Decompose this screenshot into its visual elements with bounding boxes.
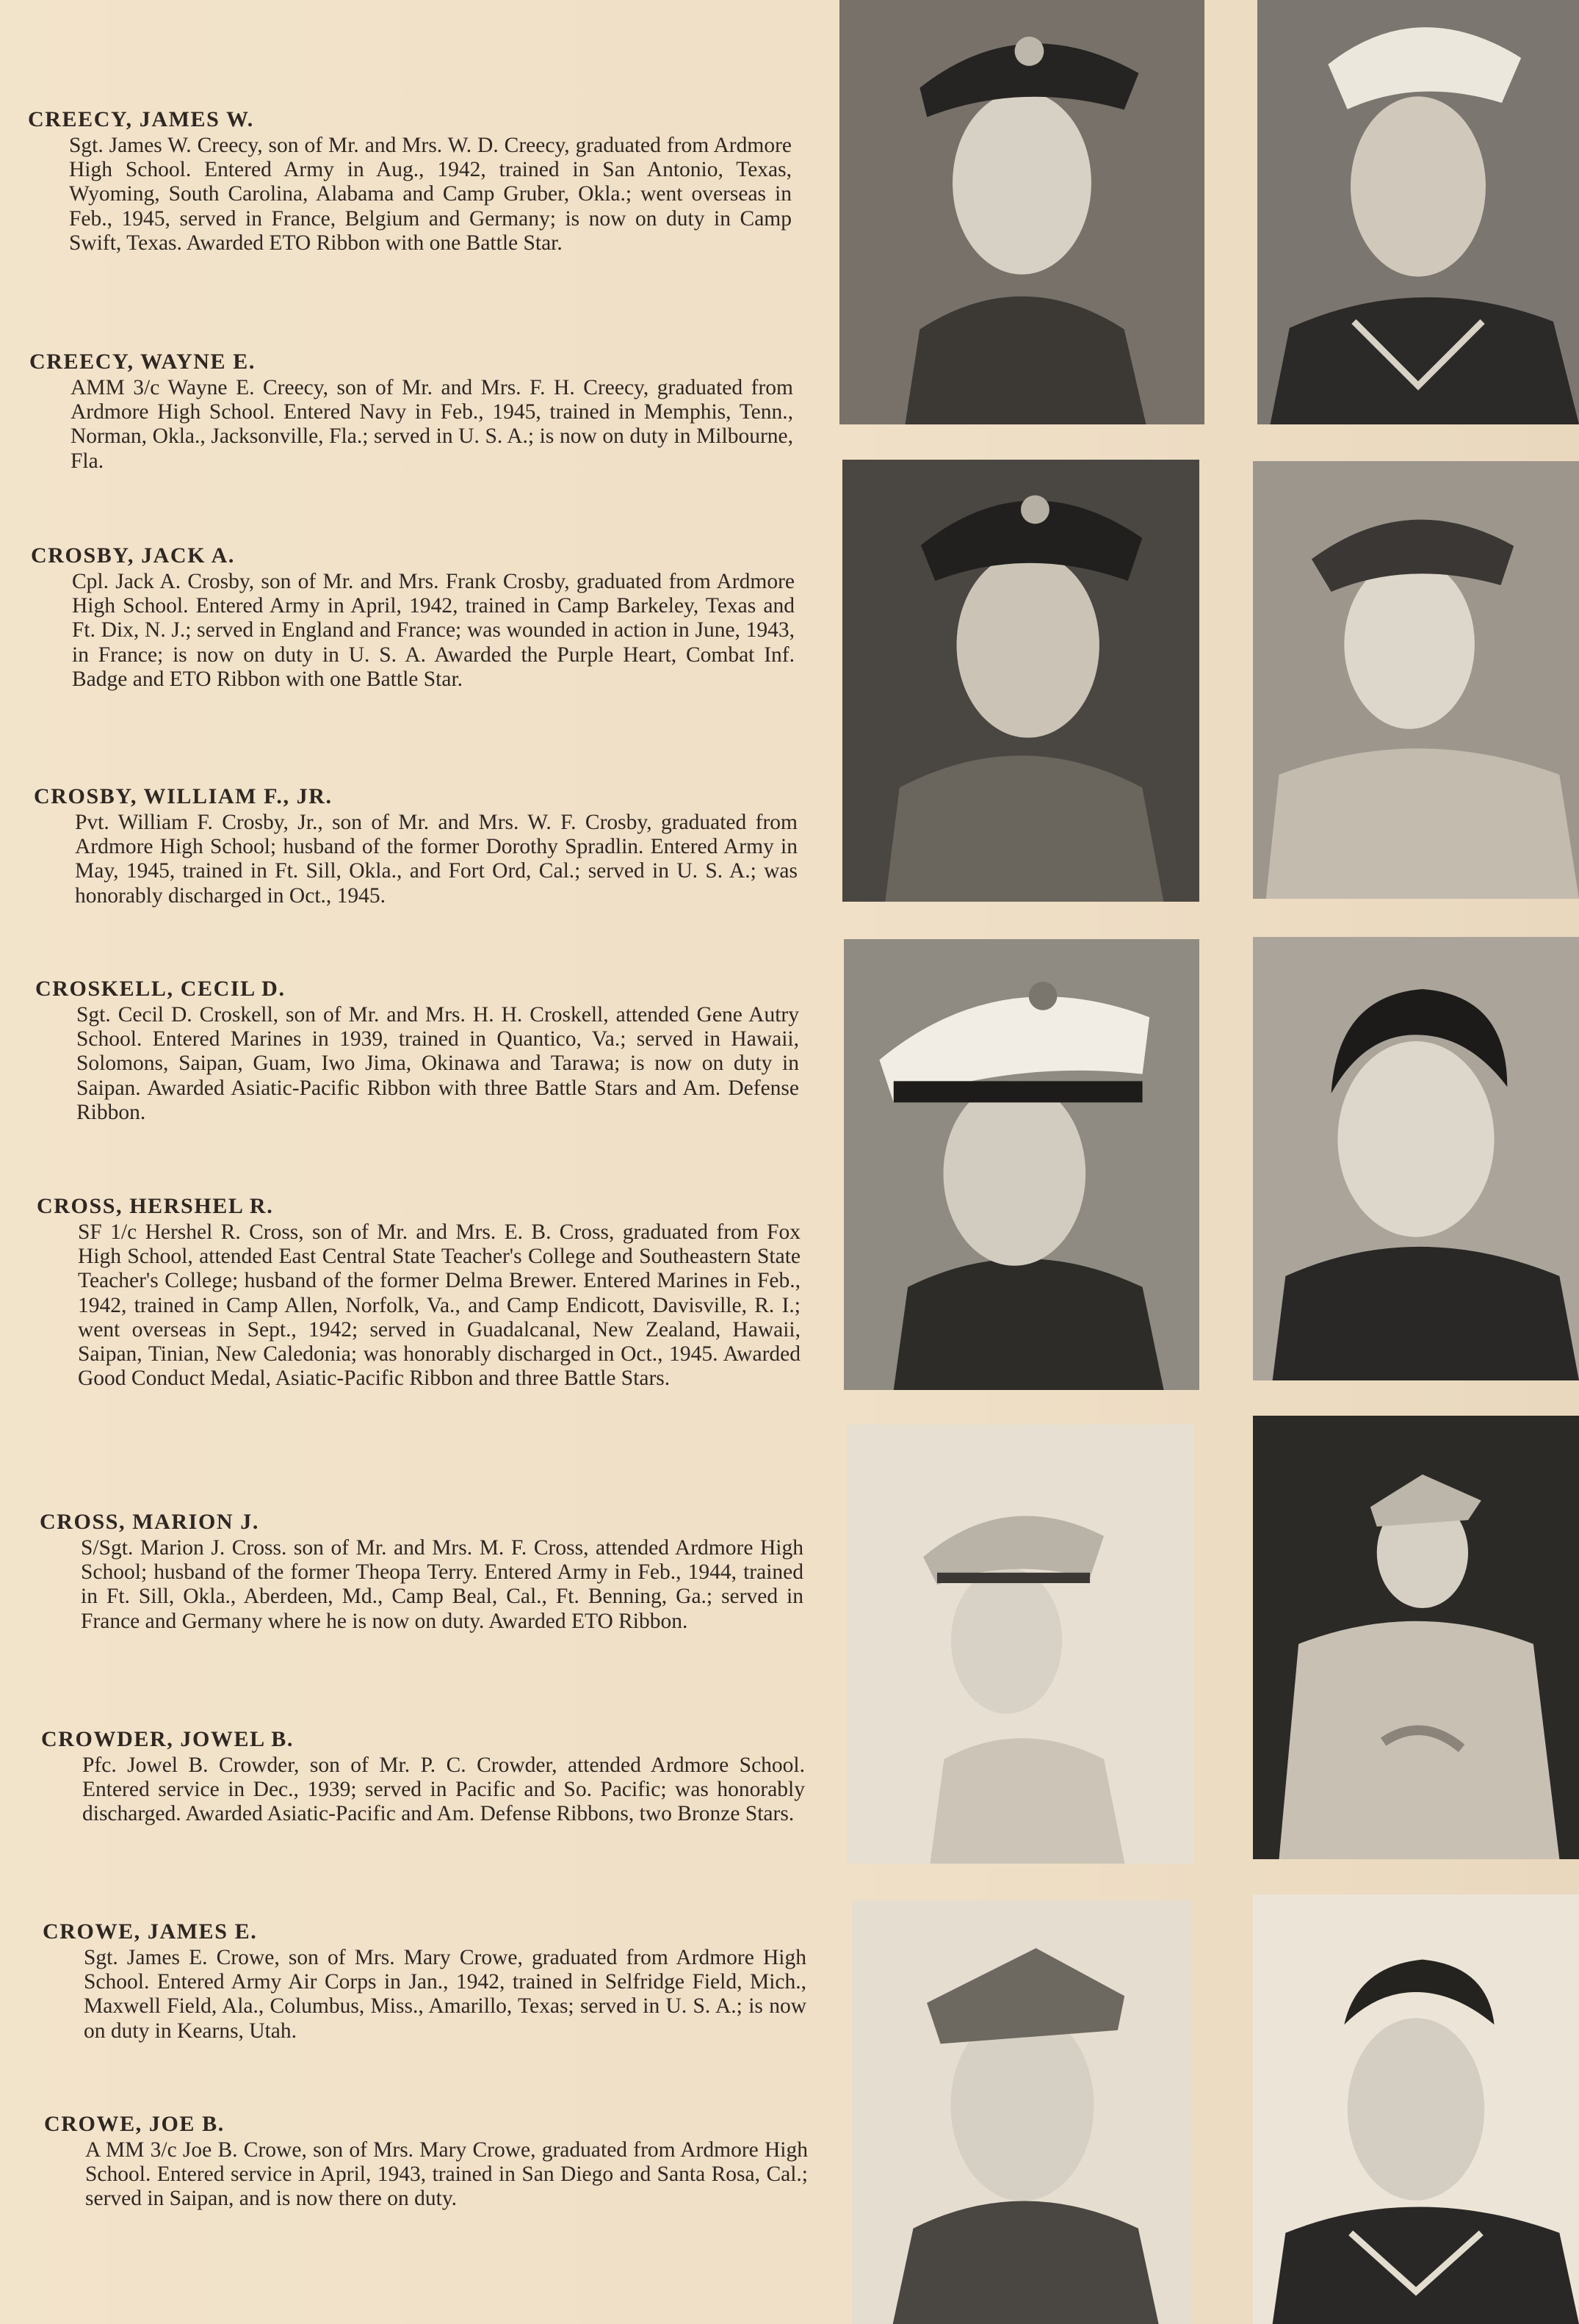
record-name: CROSS, MARION J. xyxy=(40,1510,259,1534)
marine-white-cap-portrait-icon xyxy=(844,939,1199,1390)
record-bio: Pvt. William F. Crosby, Jr., son of Mr. and Mrs. W. F. Crosby, graduated from Ardmore High School; husband of the former Dorothy Spradlin. Entered Army in May, 1945, trained in Ft. Sill, Okla., and Fort Ord, Cal.; served in U. S. A.; was honorably discharged in Oct., 1945. xyxy=(75,811,798,908)
record-creecy-james xyxy=(28,107,792,256)
photo-crosby-jack xyxy=(842,460,1199,902)
record-name: CREECY, JAMES W. xyxy=(28,107,254,131)
army-cap-portrait-icon xyxy=(839,0,1204,424)
photo-crosby-william xyxy=(1253,461,1579,899)
record-bio: Sgt. Cecil D. Croskell, son of Mr. and Mrs. H. H. Croskell, attended Gene Autry School. Entered Marines in 1939, trained in Quantico, Va.; served in Hawaii, Solomons, Saipan, Guam, Iwo Jima, Okinawa and Tarawa; is now on duty in Saipan. Awarded Asiatic-Pacific Ribbon with three Battle Stars and Am. Defense Ribbon. xyxy=(76,1003,799,1124)
record-name: CROSBY, JACK A. xyxy=(31,543,235,568)
record-bio: A MM 3/c Joe B. Crowe, son of Mrs. Mary Crowe, graduated from Ardmore High School. Entered service in April, 1943, trained in San Diego and Santa Rosa, Cal.; served in Saipan, and is now there on duty. xyxy=(85,2138,808,2211)
sailor-portrait-icon xyxy=(1257,0,1579,424)
record-bio: Sgt. James W. Creecy, son of Mr. and Mrs. W. D. Creecy, graduated from Ardmore High School. Entered Army in Aug., 1942, trained in San Antonio, Texas, Wyoming, South Carolina, Alabama and Camp Gruber, Okla.; went overseas in Feb., 1945, served in France, Belgium and Germany; is now on duty in Camp Swift, Texas. Awarded ETO Ribbon with one Battle Star. xyxy=(69,134,792,255)
record-creecy-wayne xyxy=(29,350,793,474)
photo-cross-hershel xyxy=(1253,937,1579,1380)
record-name: CROSBY, WILLIAM F., JR. xyxy=(34,784,333,808)
record-crosby-william xyxy=(34,784,798,908)
record-name: CROWE, JOE B. xyxy=(44,2112,225,2136)
record-croskell-cecil xyxy=(35,977,799,1125)
officer-cap-portrait-icon xyxy=(1253,461,1579,899)
record-name: CROSS, HERSHEL R. xyxy=(37,1194,274,1218)
photo-cross-marion xyxy=(847,1425,1194,1864)
seated-garrison-cap-portrait-icon xyxy=(1253,1416,1579,1859)
garrison-cap-portrait-icon xyxy=(852,1900,1193,2324)
photo-crowder-jowel xyxy=(1253,1416,1579,1859)
record-bio: S/Sgt. Marion J. Cross. son of Mr. and Mrs. M. F. Cross, attended Ardmore High School; husband of the former Theopa Terry. Entered Army in Feb., 1944, trained in Ft. Sill, Okla., Aberdeen, Md., Camp Beal, Cal., Ft. Benning, Ga.; served in France and Germany where he is now on duty. Awarded ETO Ribbon. xyxy=(81,1536,803,1633)
record-bio: Cpl. Jack A. Crosby, son of Mr. and Mrs. Frank Crosby, graduated from Ardmore High School. Entered Army in April, 1942, trained in Camp Barkeley, Texas and Ft. Dix, N. J.; served in England and France; was wounded in action in June, 1943, in France; is now on duty in U. S. A. Awarded the Purple Heart, Combat Inf. Badge and ETO Ribbon with one Battle Star. xyxy=(72,570,795,691)
photo-creecy-james xyxy=(839,0,1204,424)
record-crowe-joe xyxy=(44,2112,808,2212)
record-bio: Pfc. Jowel B. Crowder, son of Mr. P. C. Crowder, attended Ardmore School. Entered service in Dec., 1939; served in Pacific and So. Pacific; was honorably discharged. Awarded Asiatic-Pacific and Am. Defense Ribbons, two Bronze Stars. xyxy=(82,1753,805,1826)
record-bio: AMM 3/c Wayne E. Creecy, son of Mr. and Mrs. F. H. Creecy, graduated from Ardmore High School. Entered Navy in Feb., 1945, trained in Memphis, Tenn., Norman, Okla., Jacksonville, Fla.; served in U. S. A.; is now on duty in Milbourne, Fla. xyxy=(71,376,793,473)
army-cap-portrait-icon xyxy=(842,460,1199,902)
sailor-portrait-icon xyxy=(1253,1894,1579,2324)
record-name: CREECY, WAYNE E. xyxy=(29,350,256,374)
bareheaded-portrait-icon xyxy=(1253,937,1579,1380)
record-crowder-jowel xyxy=(41,1727,805,1827)
photo-crowe-joe xyxy=(1253,1894,1579,2324)
record-name: CROSKELL, CECIL D. xyxy=(35,977,286,1001)
photo-creecy-wayne xyxy=(1257,0,1579,424)
record-crowe-james xyxy=(43,1919,806,2044)
record-name: CROWDER, JOWEL B. xyxy=(41,1727,294,1751)
photo-croskell-cecil xyxy=(844,939,1199,1390)
record-cross-marion xyxy=(40,1510,803,1634)
photo-crowe-james xyxy=(852,1900,1193,2324)
record-name: CROWE, JAMES E. xyxy=(43,1919,258,1944)
record-bio: Sgt. James E. Crowe, son of Mrs. Mary Crowe, graduated from Ardmore High School. Entered Army Air Corps in Jan., 1942, trained in Selfridge Field, Mich., Maxwell Field, Ala., Columbus, Miss., Amarillo, Texas; served in U. S. A.; is now on duty in Kearns, Utah. xyxy=(84,1946,806,2043)
record-crosby-jack xyxy=(31,543,795,692)
army-cap-portrait-icon xyxy=(847,1425,1194,1864)
record-bio: SF 1/c Hershel R. Cross, son of Mr. and Mrs. E. B. Cross, graduated from Fox High School, attended East Central State Teacher's College and Southeastern State Teacher's College; husband of the former Delma Brewer. Entered Marines in Feb., 1942, trained in Camp Allen, Norfolk, Va., and Camp Endicott, Davisville, R. I.; went overseas in Sept., 1942; served in Guadalcanal, New Zealand, Hawaii, Saipan, Tinian, New Caledonia; was honorably discharged in Oct., 1945. Awarded Good Conduct Medal, Asiatic-Pacific Ribbon and three Battle Stars. xyxy=(78,1220,801,1391)
record-cross-hershel xyxy=(37,1194,801,1391)
